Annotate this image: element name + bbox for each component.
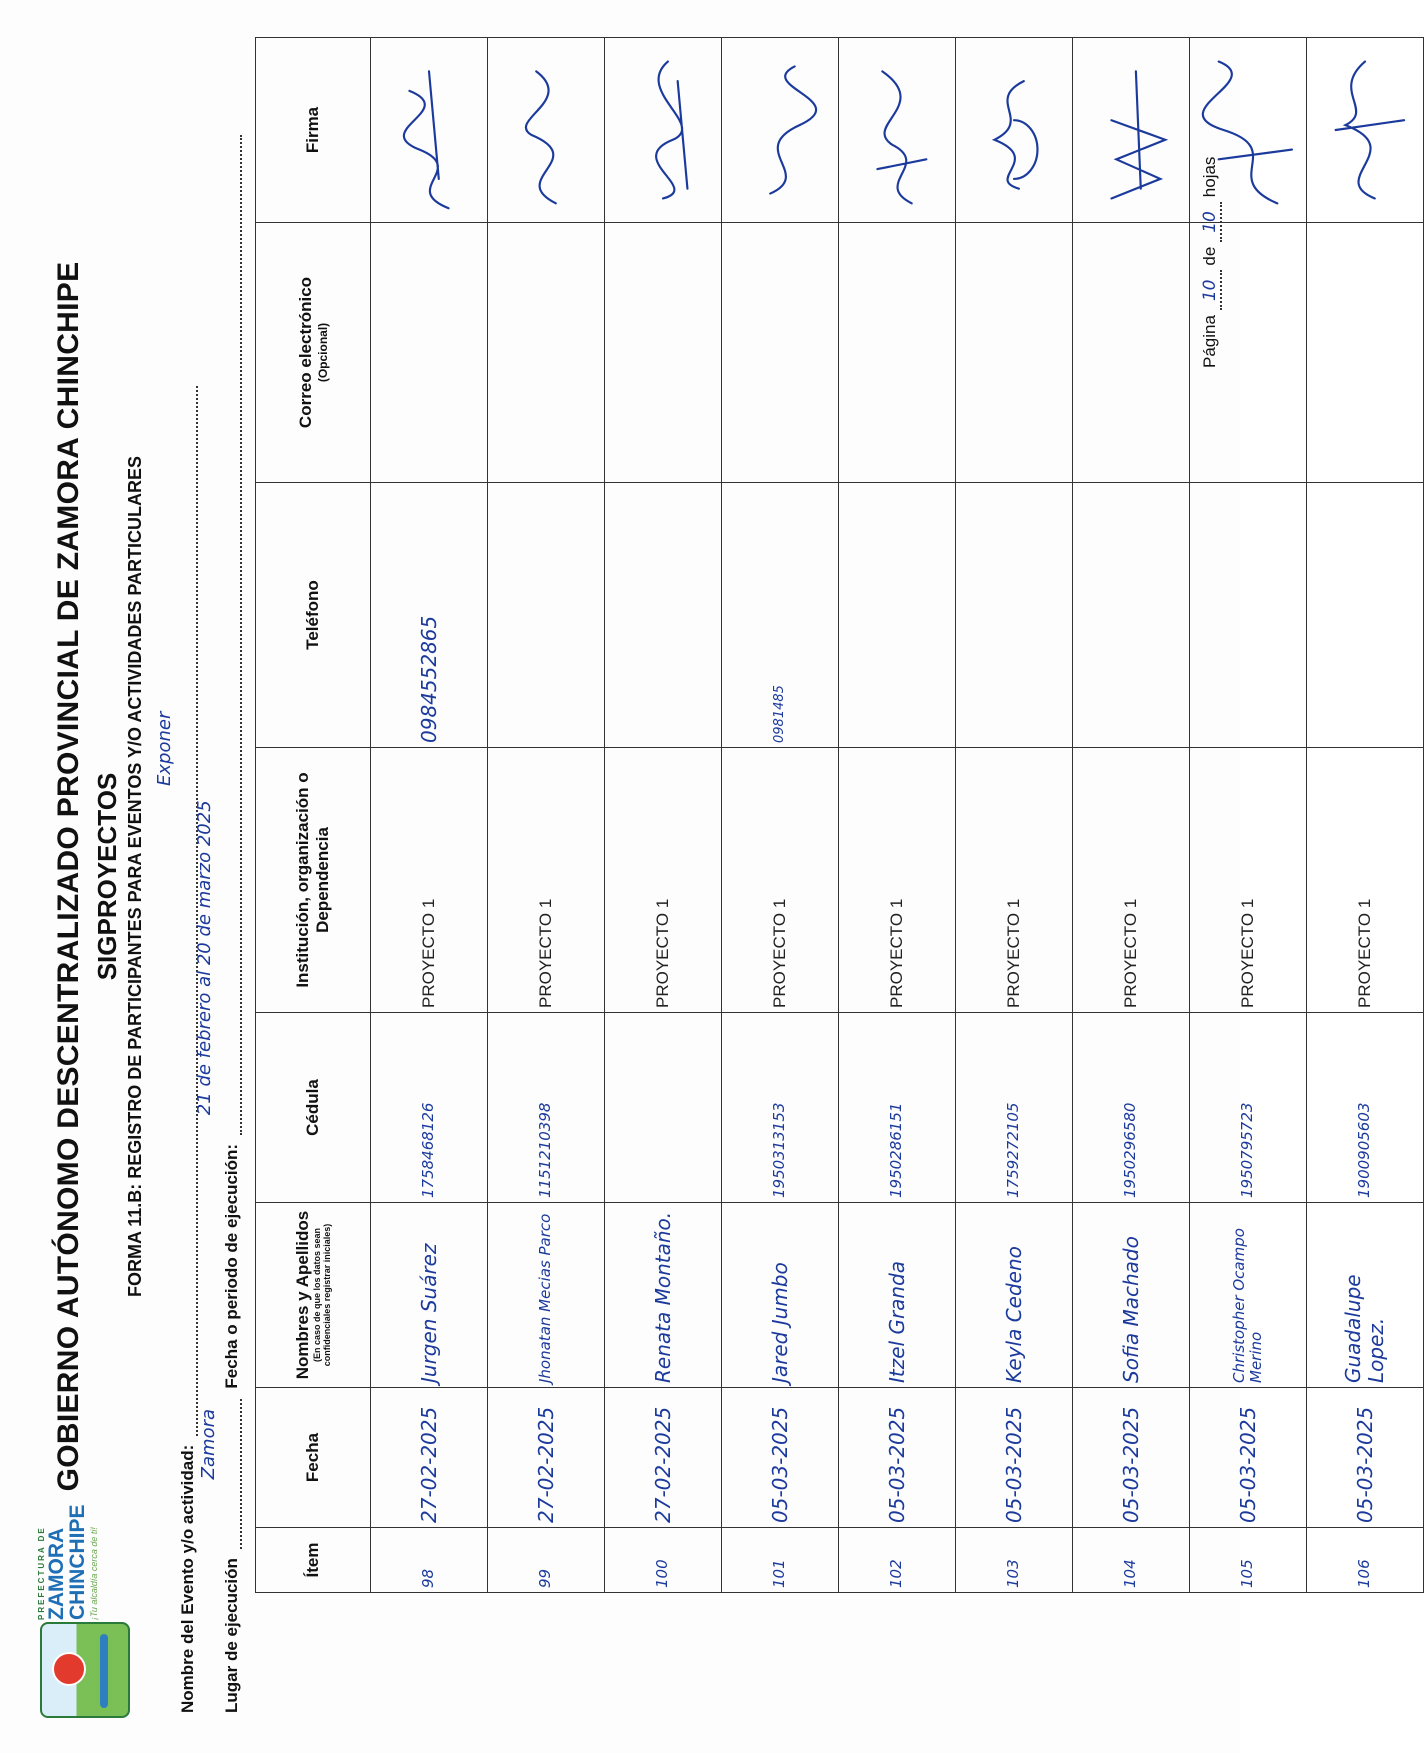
cell-name: Guadalupe Lopez.	[1307, 1203, 1424, 1388]
cell-name: Jurgen Suárez	[371, 1203, 488, 1388]
logo-slogan: ¡Tu alcaldía cerca de ti!	[89, 1527, 99, 1620]
cell-signature	[371, 38, 488, 223]
cell-date: 05-03-2025	[1073, 1388, 1190, 1528]
cell-signature	[488, 38, 605, 223]
cell-item: 105	[1190, 1528, 1307, 1593]
form-title: FORMA 11.B: REGISTRO DE PARTICIPANTES PARA EVENTOS Y/O ACTIVIDADES PARTICULARES	[125, 455, 145, 1298]
participants-table	[255, 37, 1424, 1593]
header-item: Ítem	[256, 1528, 371, 1593]
cell-institution: PROYECTO 1	[722, 748, 839, 1013]
cell-name: Christopher Ocampo Merino	[1190, 1203, 1307, 1388]
cell-institution: PROYECTO 1	[605, 748, 722, 1013]
cell-item: 98	[371, 1528, 488, 1593]
date-value: 21 de febrero al 20 de marzo 2025	[194, 800, 215, 1116]
table-row	[605, 38, 722, 1593]
page-label: Página	[1200, 315, 1219, 368]
cell-email	[488, 223, 605, 483]
cell-date: 27-02-2025	[488, 1388, 605, 1528]
page-current: 10	[1200, 270, 1222, 310]
date-label: Fecha o periodo de ejecución:	[222, 1143, 241, 1389]
cell-email	[956, 223, 1073, 483]
table-row	[839, 38, 956, 1593]
handwritten-signature	[847, 42, 947, 218]
cell-email	[722, 223, 839, 483]
table-row	[722, 38, 839, 1593]
cell-name: Keyla Cedeno	[956, 1203, 1073, 1388]
cell-date: 05-03-2025	[956, 1388, 1073, 1528]
table-row	[1073, 38, 1190, 1593]
page-of: de	[1200, 246, 1219, 266]
cell-phone	[839, 483, 956, 748]
handwritten-signature	[496, 42, 596, 218]
cell-date: 05-03-2025	[1190, 1388, 1307, 1528]
handwritten-signature	[1315, 42, 1415, 218]
cell-name: Sofia Machado	[1073, 1203, 1190, 1388]
cell-phone	[605, 483, 722, 748]
handwritten-signature	[1081, 42, 1181, 218]
header-date: Fecha	[256, 1388, 371, 1528]
cell-id: 1950313153	[722, 1013, 839, 1203]
cell-signature	[839, 38, 956, 223]
cell-name: Jared Jumbo	[722, 1203, 839, 1388]
cell-email	[371, 223, 488, 483]
cell-item: 100	[605, 1528, 722, 1593]
cell-id: 1758468126	[371, 1013, 488, 1203]
logo-pre: PREFECTURA DE	[37, 1526, 46, 1620]
page-counter	[1200, 157, 1222, 368]
cell-name: Itzel Granda	[839, 1203, 956, 1388]
table-header-row	[256, 38, 371, 1593]
document-subtitle: SIGPROYECTOS	[92, 772, 122, 981]
cell-institution: PROYECTO 1	[839, 748, 956, 1013]
event-value: Exponer	[154, 711, 175, 786]
document-title: GOBIERNO AUTÓNOMO DESCENTRALIZADO PROVINCIAL DE ZAMORA CHINCHIPE	[52, 261, 85, 1492]
place-value: Zamora	[198, 1408, 219, 1480]
cell-phone: 0981485	[722, 483, 839, 748]
cell-email	[1073, 223, 1190, 483]
cell-item: 103	[956, 1528, 1073, 1593]
cell-date: 05-03-2025	[839, 1388, 956, 1528]
handwritten-signature	[379, 42, 479, 218]
cell-institution: PROYECTO 1	[1307, 748, 1424, 1013]
header-names: Nombres y Apellidos (En caso de que los datos sean confidenciales registrar iniciales)	[256, 1203, 371, 1388]
cell-phone	[1073, 483, 1190, 748]
cell-id: 1950286151	[839, 1013, 956, 1203]
header-phone: Teléfono	[256, 483, 371, 748]
table-row	[1307, 38, 1424, 1593]
cell-id: 1900905603	[1307, 1013, 1424, 1203]
cell-signature	[956, 38, 1073, 223]
cell-phone: 0984552865	[371, 483, 488, 748]
cell-signature	[1307, 38, 1424, 223]
cell-id: 1950296580	[1073, 1013, 1190, 1203]
place-date-field	[194, 135, 242, 1713]
handwritten-signature	[964, 42, 1064, 218]
logo-line2: CHINCHIPE	[66, 1504, 89, 1620]
header-institution: Institución, organización o Dependencia	[256, 748, 371, 1013]
header-signature: Firma	[256, 38, 371, 223]
page-suffix: hojas	[1200, 156, 1219, 198]
cell-institution: PROYECTO 1	[371, 748, 488, 1013]
logo-line1: ZAMORA	[45, 1527, 68, 1620]
cell-id: 1151210398	[488, 1013, 605, 1203]
cell-name: Jhonatan Mecias Parco	[488, 1203, 605, 1388]
cell-institution: PROYECTO 1	[956, 748, 1073, 1013]
cell-phone	[1307, 483, 1424, 748]
cell-item: 101	[722, 1528, 839, 1593]
cell-institution: PROYECTO 1	[1073, 748, 1190, 1013]
place-label: Lugar de ejecución	[222, 1558, 241, 1713]
cell-date: 05-03-2025	[722, 1388, 839, 1528]
table-row	[371, 38, 488, 1593]
date-dots	[194, 135, 242, 1135]
cell-date: 27-02-2025	[605, 1388, 722, 1528]
cell-phone	[1190, 483, 1307, 748]
cell-item: 106	[1307, 1528, 1424, 1593]
place-dots	[198, 1399, 242, 1549]
header-email: Correo electrónico (Opcional)	[256, 223, 371, 483]
cell-date: 05-03-2025	[1307, 1388, 1424, 1528]
cell-item: 99	[488, 1528, 605, 1593]
cell-email	[1307, 223, 1424, 483]
cell-id: 1950795723	[1190, 1013, 1307, 1203]
cell-email	[605, 223, 722, 483]
table-row	[956, 38, 1073, 1593]
handwritten-signature	[613, 42, 713, 218]
event-label: Nombre del Evento y/o actividad:	[178, 1444, 197, 1713]
header-id: Cédula	[256, 1013, 371, 1203]
cell-item: 102	[839, 1528, 956, 1593]
cell-institution: PROYECTO 1	[488, 748, 605, 1013]
cell-signature	[722, 38, 839, 223]
cell-institution: PROYECTO 1	[1190, 748, 1307, 1013]
cell-signature	[1073, 38, 1190, 223]
handwritten-signature	[730, 42, 830, 218]
cell-name: Renata Montaño.	[605, 1203, 722, 1388]
table-row	[488, 38, 605, 1593]
cell-id	[605, 1013, 722, 1203]
cell-phone	[956, 483, 1073, 748]
cell-item: 104	[1073, 1528, 1190, 1593]
cell-phone	[488, 483, 605, 748]
cell-date: 27-02-2025	[371, 1388, 488, 1528]
cell-signature	[605, 38, 722, 223]
cell-email	[839, 223, 956, 483]
cell-id: 1759272105	[956, 1013, 1073, 1203]
page-total: 10	[1200, 202, 1222, 242]
